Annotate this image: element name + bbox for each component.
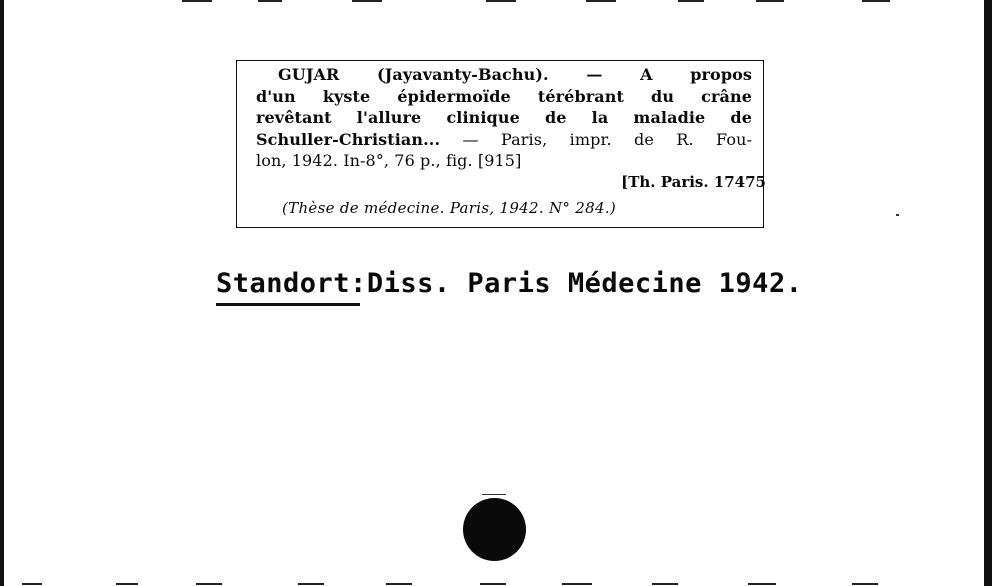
top-edge-mark (678, 0, 704, 2)
entry-line: GUJAR (Jayavanty-Bachu). — A propos (278, 65, 752, 84)
bottom-edge-mark (386, 583, 412, 585)
top-edge-mark (586, 0, 616, 2)
bottom-edge-mark (22, 583, 42, 585)
top-edge-mark (182, 0, 212, 2)
top-edge-mark (258, 0, 282, 2)
bottom-edge-mark (748, 583, 776, 585)
standort-label: Standort (216, 268, 351, 299)
entry-title-tail: Schuller-Christian... (256, 129, 441, 149)
entry-line: Schuller-Christian... — Paris, impr. de R. Fou- (256, 129, 752, 149)
card-left-edge (0, 0, 4, 586)
catalog-entry-text (256, 64, 752, 172)
standort-line (216, 268, 802, 299)
standort-separator: : (350, 268, 367, 299)
bottom-edge-mark (196, 583, 222, 585)
top-edge-mark (756, 0, 784, 2)
bottom-edge-mark (480, 583, 506, 585)
scan-speck (896, 214, 899, 216)
thesis-note: (Thèse de médecine. Paris, 1942. N° 284.) (282, 199, 617, 217)
card-right-edge (984, 0, 992, 586)
top-edge-mark (862, 0, 890, 2)
call-number: [Th. Paris. 17475 (621, 173, 766, 191)
bottom-edge-mark (852, 583, 878, 585)
standort-value: Diss. Paris Médecine 1942. (366, 268, 803, 299)
bottom-edge-mark (562, 583, 592, 585)
standort-underline (216, 303, 360, 306)
top-edge-mark (486, 0, 516, 2)
entry-line: lon, 1942. In-8°, 76 p., fig. [915] (256, 151, 522, 170)
bottom-edge-mark (116, 583, 138, 585)
top-edge-mark (352, 0, 382, 2)
entry-line: d'un kyste épidermoïde térébrant du crâne (256, 86, 752, 106)
bottom-edge-mark (652, 583, 678, 585)
scan-speck (482, 494, 506, 495)
punch-hole (463, 498, 526, 561)
entry-line: revêtant l'allure clinique de la maladie de (256, 108, 752, 127)
bottom-edge-mark (298, 583, 324, 585)
